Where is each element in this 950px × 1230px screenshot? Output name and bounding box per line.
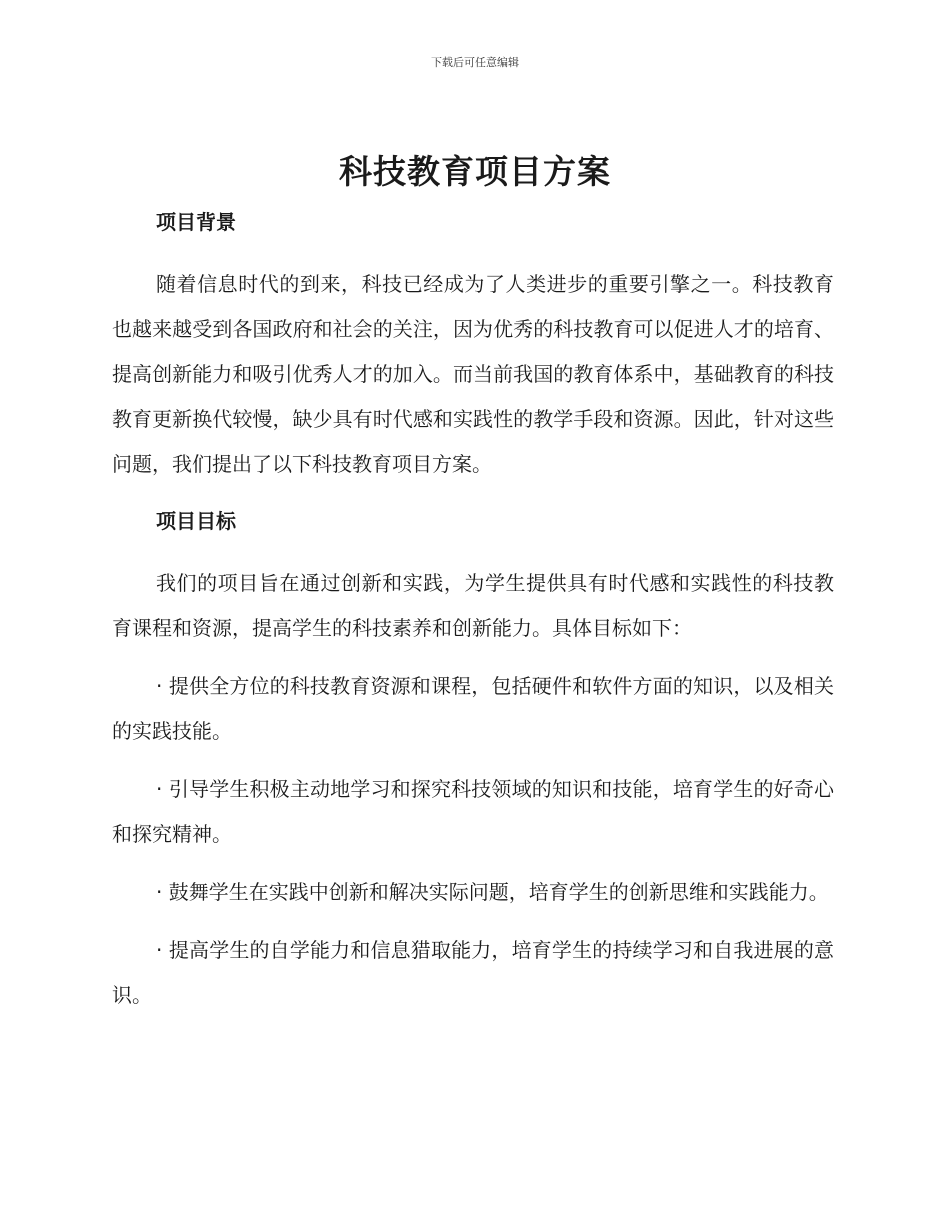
header-note: 下载后可任意编辑 bbox=[431, 56, 519, 69]
section-heading-goals: 项目目标 bbox=[156, 509, 236, 533]
document-title: 科技教育项目方案 bbox=[339, 152, 611, 191]
section-heading-background: 项目背景 bbox=[156, 210, 236, 234]
goal-item-resources: · 提供全方位的科技教育资源和课程，包括硬件和软件方面的知识，以及相关的实践技能。 bbox=[112, 674, 834, 743]
goal-item-innovation: · 鼓舞学生在实践中创新和解决实际问题，培育学生的创新思维和实践能力。 bbox=[156, 880, 829, 904]
goal-item-curiosity: · 引导学生积极主动地学习和探究科技领域的知识和技能，培育学生的好奇心和探究精神。 bbox=[112, 777, 834, 846]
paragraph-background: 随着信息时代的到来，科技已经成为了人类进步的重要引擎之一。科技教育也越来越受到各国政府和社会的关注，因为优秀的科技教育可以促进人才的培育、提高创新能力和吸引优秀人才的加入。而当前我国的教育体系中，基础教育的科技教育更新换代较慢，缺少具有时代感和实践性的教学手段和资源。因此，针对这些问题，我们提出了以下科技教育项目方案。 bbox=[112, 272, 834, 476]
goal-item-self-learning: · 提高学生的自学能力和信息猎取能力，培育学生的持续学习和自我进展的意识。 bbox=[112, 938, 834, 1007]
paragraph-goals-intro: 我们的项目旨在通过创新和实践，为学生提供具有时代感和实践性的科技教育课程和资源，提高学生的科技素养和创新能力。具体目标如下： bbox=[112, 571, 834, 640]
document-body bbox=[112, 204, 834, 1018]
